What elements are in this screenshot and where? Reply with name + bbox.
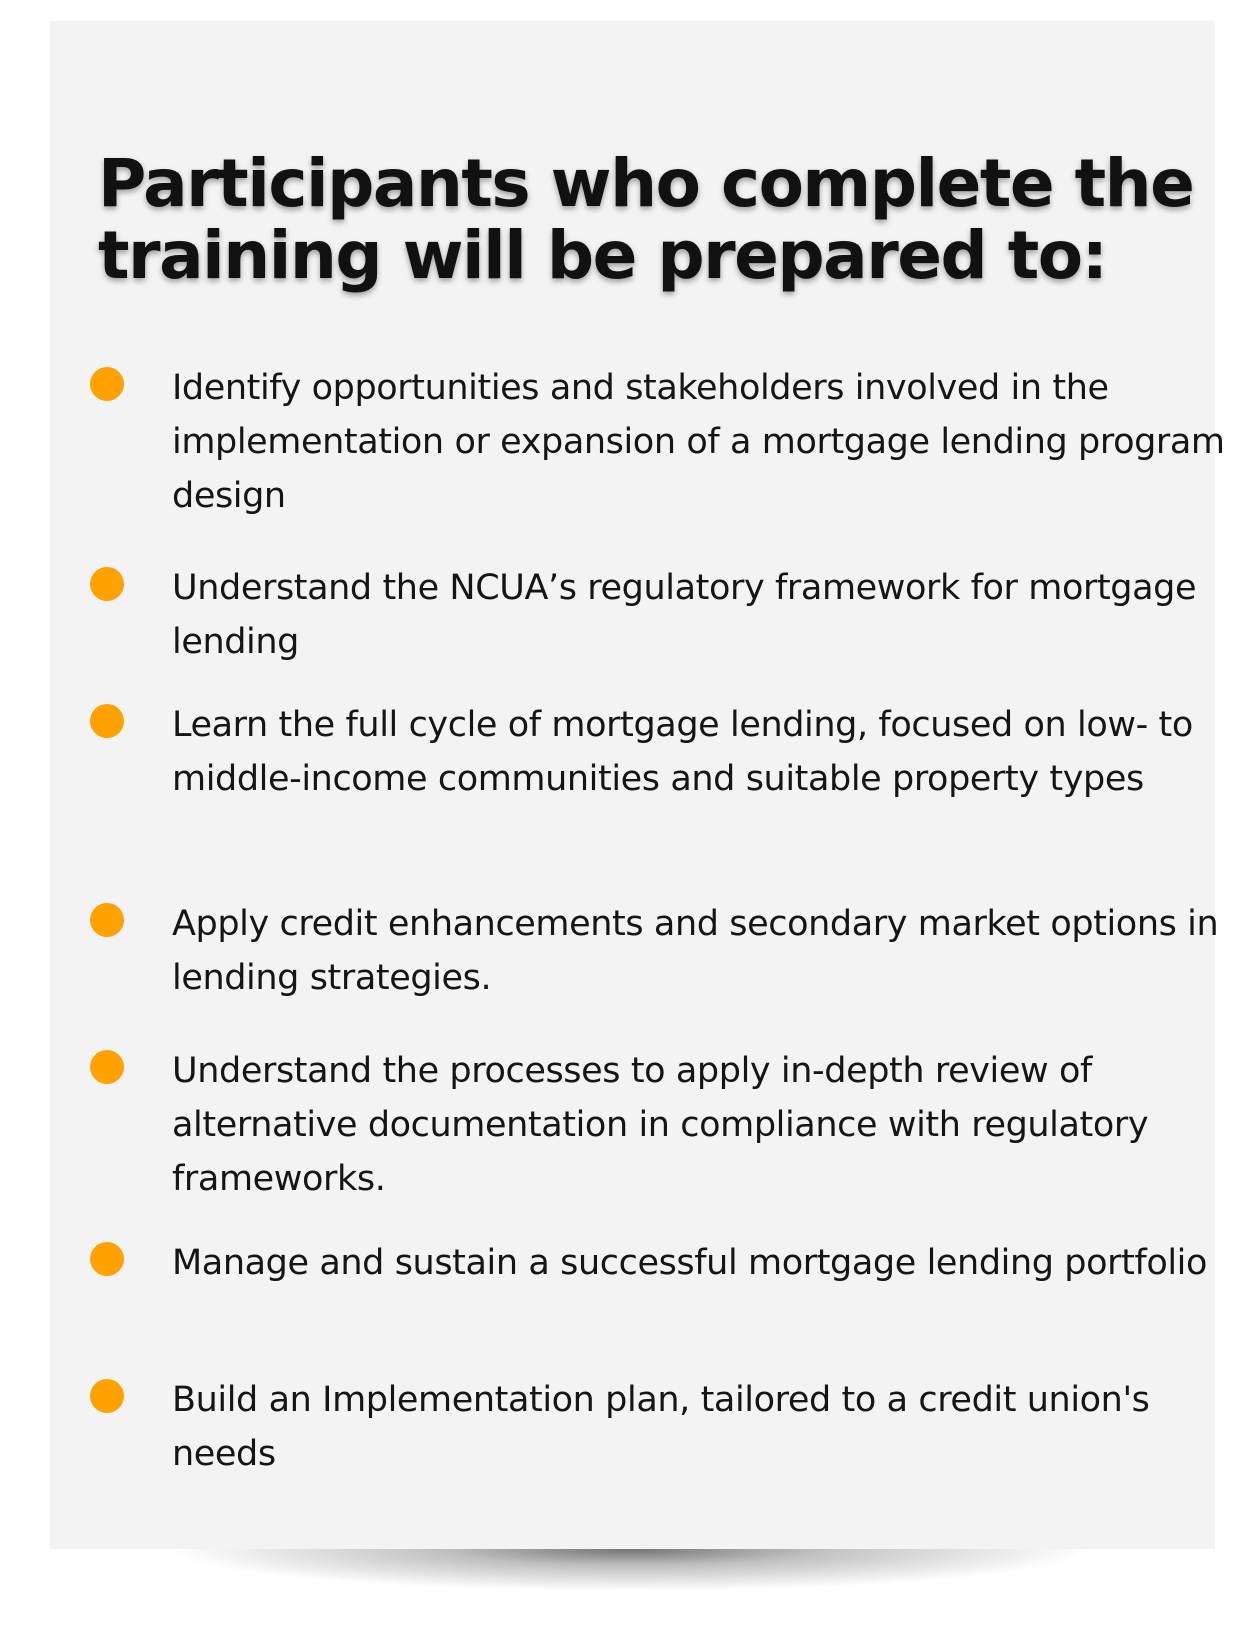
card-shadow: [170, 1549, 1090, 1619]
list-item-text: Apply credit enhancements and secondary market options in lending strategies.: [172, 904, 1219, 998]
list-item-text: Understand the NCUA’s regulatory framework for mortgage lending: [172, 568, 1197, 662]
bullet-dot-icon: [90, 567, 124, 601]
bullet-dot-icon: [90, 1050, 124, 1084]
bullet-dot-icon: [90, 1379, 124, 1413]
page-title: Participants who complete the training will be prepared to:: [98, 145, 1194, 294]
list-item-text: Learn the full cycle of mortgage lending, focused on low- to middle-income communities and suitable property types: [172, 705, 1193, 799]
list-item-text: Understand the processes to apply in-depth review of alternative documentation in compliance with regulatory frameworks.: [172, 1051, 1149, 1199]
bullet-dot-icon: [90, 704, 124, 738]
list-item-text: Build an Implementation plan, tailored to a credit union's needs: [172, 1380, 1150, 1474]
bullet-dot-icon: [90, 367, 124, 401]
list-item-text: Identify opportunities and stakeholders involved in the implementation or expansion of a mortgage lending program design: [172, 368, 1225, 516]
bullet-dot-icon: [90, 903, 124, 937]
list-item-text: Manage and sustain a successful mortgage lending portfolio: [172, 1243, 1208, 1283]
bullet-dot-icon: [90, 1242, 124, 1276]
